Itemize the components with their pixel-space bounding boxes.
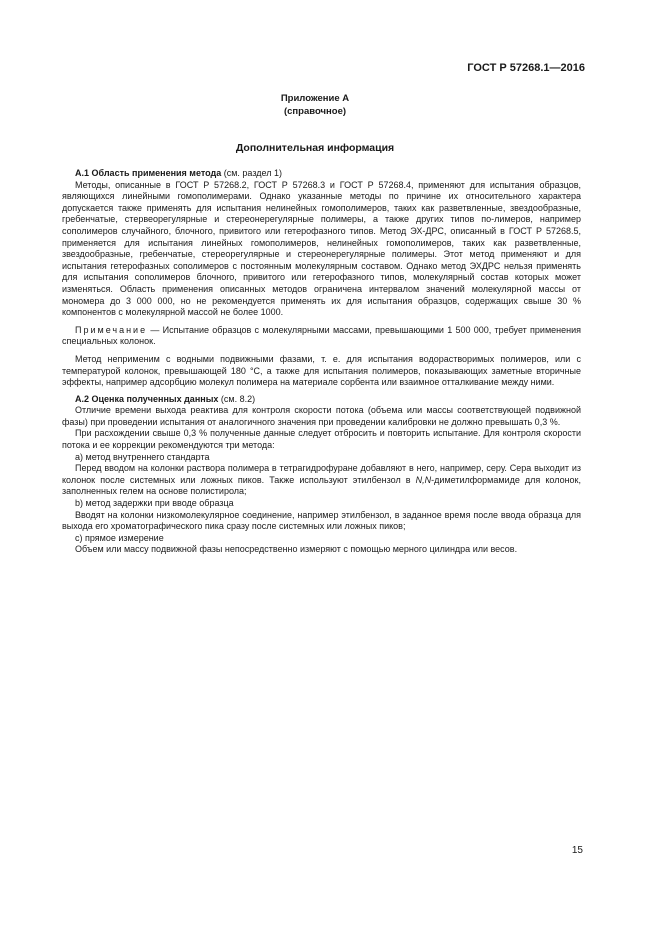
standard-number: ГОСТ Р 57268.1—2016 <box>467 62 585 74</box>
page-number: 15 <box>571 845 583 856</box>
method-c-label: с) прямое измерение <box>75 532 164 543</box>
page-title: Дополнительная информация <box>235 142 395 154</box>
document-body <box>62 168 581 556</box>
note-label: Примечание <box>75 324 148 335</box>
appendix-title: Приложение А <box>280 93 350 104</box>
method-a-text-italic: N,N <box>415 474 432 485</box>
method-a-text-part-1: Перед вводом на колонки раствора полимера в тетрагидрофуране добавляют в него, например, серу. Сера выходит из колонок после системных или ложных пиков. Также используют этилбензол в <box>62 463 581 485</box>
section-a2-heading-ref: (см. 8.2) <box>218 393 256 404</box>
method-a-text <box>62 463 581 498</box>
method-b-label: b) метод задержки при вводе образца <box>75 498 234 509</box>
section-a1-heading-ref: (см. раздел 1) <box>221 168 282 178</box>
section-a2-paragraph-1: Отличие времени выхода реактива для контроля скорости потока (объема или массы соответствующей подвижной фазы) при проведении испытания от аналогичного значения при проведении калибровки не должно превышать 0,3 %. <box>62 405 581 427</box>
section-a2-heading-bold: А.2 Оценка полученных данных <box>75 393 219 404</box>
note <box>62 325 581 348</box>
appendix-heading <box>0 92 630 118</box>
method-a-text-part-2: -диметилформамиде для колонок, заполненных гелем на основе полистирола; <box>62 474 581 497</box>
section-a1-heading-bold: А.1 Область применения метода <box>75 168 222 178</box>
section-a1-heading <box>62 168 581 180</box>
method-c-text: Объем или массу подвижной фазы непосредственно измеряют с помощью мерного цилиндра или весов. <box>75 544 518 555</box>
method-a-label: а) метод внутреннего стандарта <box>75 451 210 462</box>
section-a1-paragraph-2: Метод неприменим с водными подвижными фазами, т. е. для испытания водорастворимых полимеров, или с температурой колонок, превышающей 180 °С, а также для испытания полимеров, показывающих заметные вторичные эффекты, например адсорбцию молекул полимера на материале сорбента или взаимное отталкивание между ними. <box>62 353 581 388</box>
section-a2-heading <box>62 394 581 406</box>
section-a1-paragraph-1: Методы, описанные в ГОСТ Р 57268.2, ГОСТ Р 57268.3 и ГОСТ Р 57268.4, применяют для испытания образцов, являющихся линейными гомополимерами. Однако указанные методы по причине их относительного характера допускается также применять для испытания нелинейных гомополимеров, таких как разветвленные, звездообразные, гребенчатые, стервеорегулярные и стереонерегулярные полимеры, а также других типов по-лимеров, например сополимеров случайного, блочного, привитого или гетерофазного типов. Метод ЭХ-ДРС, описанный в ГОСТ Р 57268.5, применяется для испытания линейных гомополимеров, нелинейных гомополимеров, таких как разветвленные, звездообразные, гребенчатые, стереорегулярные и стереонерегулярные полимеры. Этот метод применяют и для испытания гетерофазных сополимеров с постоянным молекулярным составом. Однако метод ЭХДРС нельзя применять для испытания сополимеров блочного, привитого или гетерофазного типов, молекулярный состав которых может изменяться. Область применения описанных методов ограничена интервалом значений молекулярной массы от мономера до 3 000 000, но не рекомендуется применять их для испытания образцов, содержащих свыше 30 % компонентов с молекулярной массой не более 1000. <box>62 179 581 318</box>
appendix-type: (справочное) <box>283 106 347 117</box>
method-b-text: Вводят на колонки низкомолекулярное соединение, например этилбензол, в заданное время после ввода образца для выхода его хроматографического пика сразу после системных или ложных пиков; <box>62 509 581 532</box>
note-text: — Испытание образцов с молекулярными массами, превышающими 1 500 000, требует применения специальных колонок. <box>62 324 581 347</box>
section-a2-paragraph-2: При расхождении свыше 0,3 % полученные данные следует отбросить и повторить испытание. Для контроля скорости потока и ее коррекции рекомендуются три метода: <box>62 428 581 451</box>
